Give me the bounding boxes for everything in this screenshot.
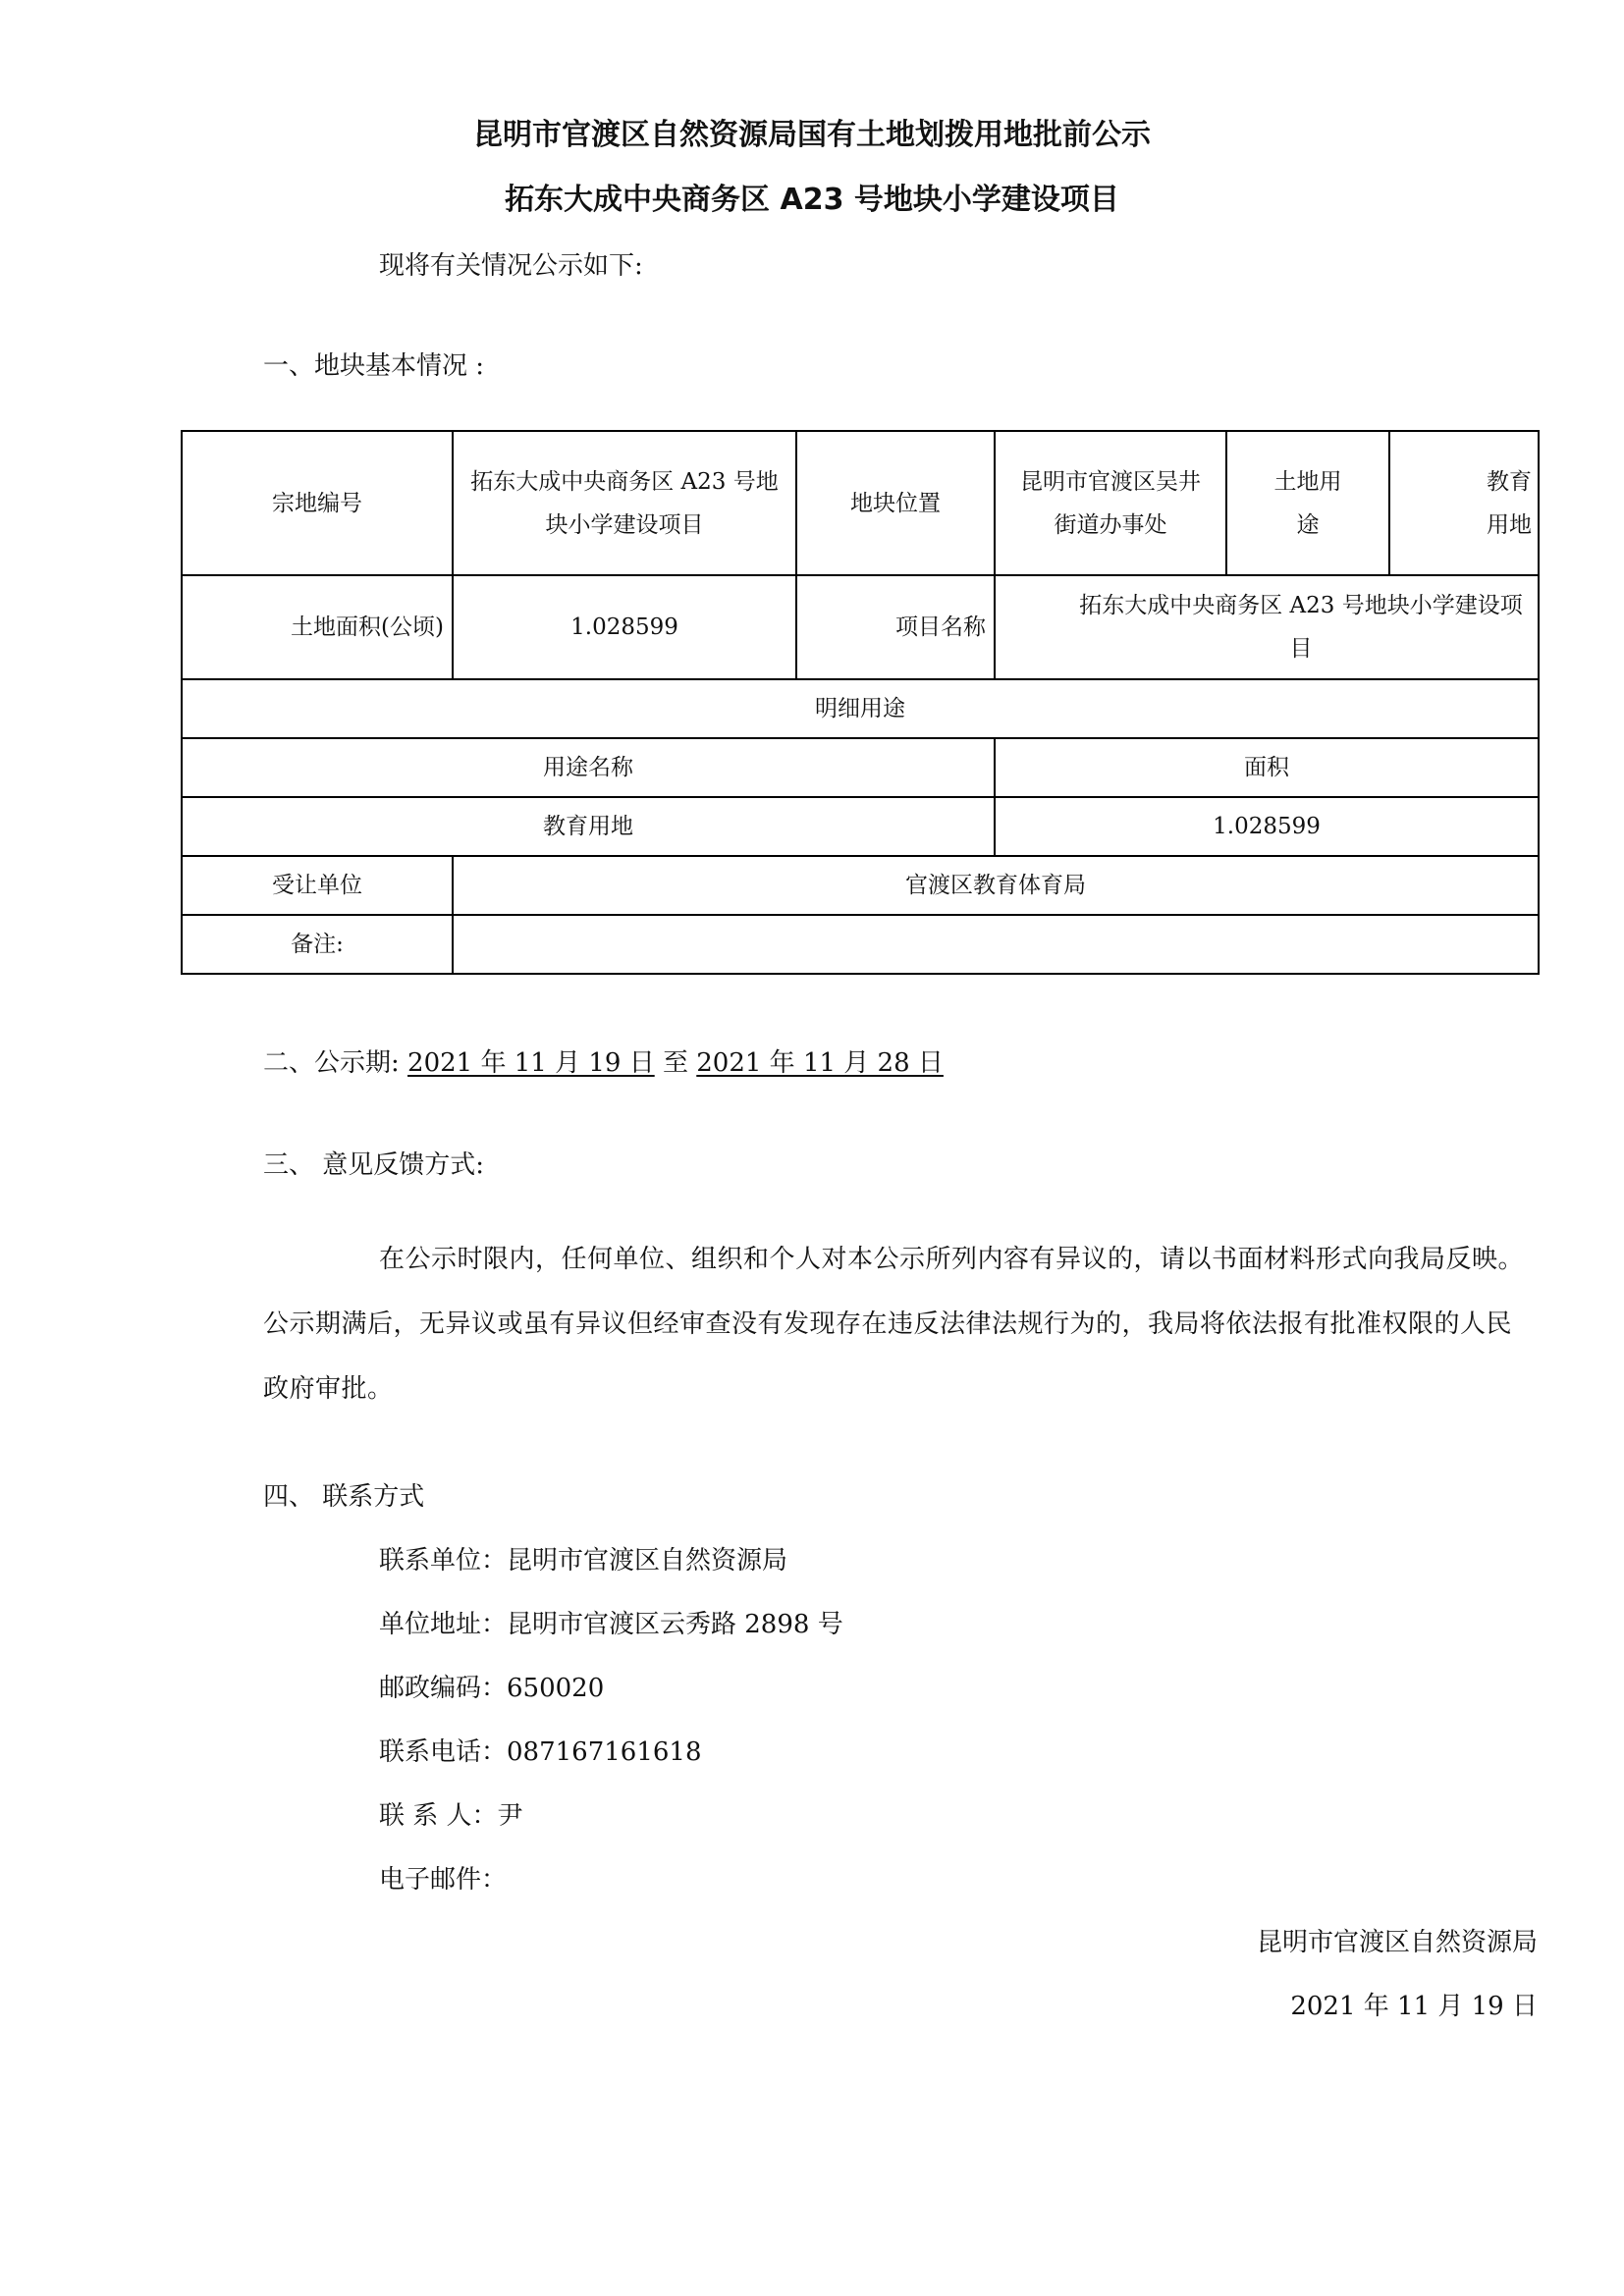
detail-use-area: 1.028599 <box>995 797 1539 856</box>
parcel-no-value: 拓东大成中央商务区 A23 号地块小学建设项目 <box>453 431 796 575</box>
page-subtitle: 拓东大成中央商务区 A23 号地块小学建设项目 <box>505 183 1119 217</box>
table-row <box>182 431 1539 575</box>
contact-unit: 联系单位：昆明市官渡区自然资源局 <box>379 1546 788 1575</box>
period-to: 至 <box>662 1048 688 1078</box>
section2-heading: 二、公示期: <box>263 1048 400 1078</box>
feedback-paragraph: 在公示时限内，任何单位、组织和个人对本公示所列内容有异议的，请以书面材料形式向我局反映。公示期满后，无异议或虽有异议但经审查没有发现存在违反法律法规行为的，我局将依法报有批准权限的人民政府审批。 <box>263 1245 1525 1404</box>
table-row <box>182 915 1539 974</box>
signature-date: 2021 年 11 月 19 日 <box>1290 1992 1538 2021</box>
area-header: 面积 <box>995 738 1539 797</box>
detail-use-header: 明细用途 <box>182 679 1539 738</box>
contact-phone: 联系电话：087167161618 <box>379 1737 702 1767</box>
area-value: 1.028599 <box>453 575 796 679</box>
contact-address: 单位地址：昆明市官渡区云秀路 2898 号 <box>379 1610 843 1639</box>
table-row <box>182 679 1539 738</box>
remark-value <box>453 915 1539 974</box>
section3-heading: 三、 意见反馈方式: <box>263 1150 485 1180</box>
contact-email: 电子邮件： <box>379 1865 508 1895</box>
location-label: 地块位置 <box>796 431 995 575</box>
recipient-label: 受让单位 <box>182 856 453 915</box>
publicity-period <box>263 1042 944 1079</box>
use-name-header: 用途名称 <box>182 738 995 797</box>
table-row <box>182 738 1539 797</box>
land-info-table <box>181 430 1540 975</box>
parcel-no-label: 宗地编号 <box>182 431 453 575</box>
table-row <box>182 575 1539 679</box>
project-label: 项目名称 <box>796 575 995 679</box>
signature-org: 昆明市官渡区自然资源局 <box>1256 1928 1538 1957</box>
period-start: 2021 年 11 月 19 日 <box>407 1048 655 1078</box>
area-label: 土地面积(公顷) <box>182 575 453 679</box>
section4-heading: 四、 联系方式 <box>263 1482 425 1512</box>
use-value: 教育用地 <box>1389 431 1539 575</box>
section1-heading: 一、地块基本情况 : <box>263 351 485 381</box>
location-value: 昆明市官渡区吴井街道办事处 <box>995 431 1226 575</box>
contact-person: 联 系 人：尹 <box>379 1801 523 1831</box>
table-row <box>182 856 1539 915</box>
period-end: 2021 年 11 月 28 日 <box>696 1048 944 1078</box>
recipient-value: 官渡区教育体育局 <box>453 856 1539 915</box>
page-title: 昆明市官渡区自然资源局国有土地划拨用地批前公示 <box>473 118 1151 152</box>
project-value: 拓东大成中央商务区 A23 号地块小学建设项目 <box>995 575 1539 679</box>
contact-postcode: 邮政编码：650020 <box>379 1674 605 1703</box>
use-label: 土地用途 <box>1226 431 1389 575</box>
table-row <box>182 797 1539 856</box>
intro-text: 现将有关情况公示如下: <box>379 251 643 281</box>
remark-label: 备注: <box>182 915 453 974</box>
detail-use-name: 教育用地 <box>182 797 995 856</box>
